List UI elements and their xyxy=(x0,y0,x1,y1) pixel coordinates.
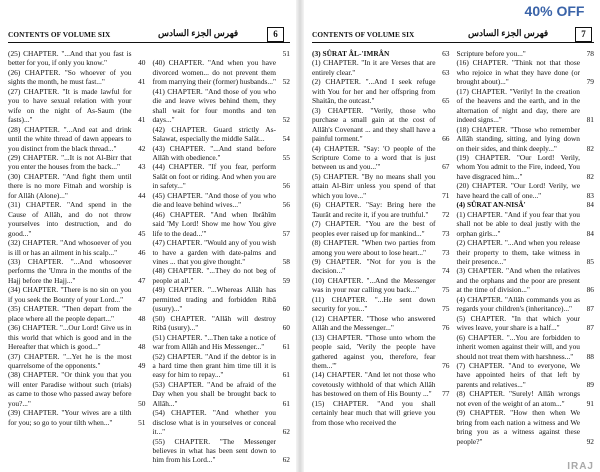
toc-entry xyxy=(457,153,595,181)
toc-entry-page: 84 xyxy=(586,228,594,238)
toc-entry-text: (18) CHAPTER. "Those who remember Allâh standing, sitting, and lying down on their sides, and think deeply..." xyxy=(456,124,580,153)
toc-entry-text: (4) CHAPTER. "Allâh commands you as regards your children's (inheritance)..." xyxy=(456,294,580,314)
toc-entry xyxy=(457,49,595,58)
toc-entry-text: (36) CHAPTER. "...Our Lord! Give us in this world that which is good and in the Hereafter that which is good..." xyxy=(8,323,132,352)
toc-entry-text: (47) CHAPTER. "Would any of you wish to have a garden with date-palms and vines ... that you give thought." xyxy=(152,238,276,266)
toc-entry-page: 48 xyxy=(138,313,146,323)
toc-entry-page: 46 xyxy=(138,247,146,257)
toc-entry-page: 48 xyxy=(138,342,146,352)
toc-entry-text: (16) CHAPTER. "Think not that those who rejoice in what they have done (or brought about)..." xyxy=(456,58,580,87)
toc-entry-page: 41 xyxy=(138,77,146,87)
toc-entry-page: 63 xyxy=(442,49,450,58)
toc-entry xyxy=(153,210,291,238)
left-header-arabic: فهرس الجزء السادس xyxy=(158,28,239,38)
toc-entry xyxy=(8,285,146,304)
toc-entry xyxy=(457,87,595,125)
toc-entry xyxy=(153,87,291,125)
toc-entry xyxy=(457,266,595,294)
toc-entry-text: (45) CHAPTER. "And those of you who die and leave behind wives..." xyxy=(152,190,276,210)
toc-entry-page: 81 xyxy=(586,115,594,125)
toc-entry-page: 74 xyxy=(442,266,450,276)
toc-entry xyxy=(153,162,291,190)
right-page-col-2 xyxy=(453,49,595,472)
toc-entry-page: 73 xyxy=(442,228,450,238)
toc-entry xyxy=(312,295,450,314)
toc-entry xyxy=(457,314,595,333)
toc-entry-page: 79 xyxy=(586,77,594,87)
toc-entry-text: (31) CHAPTER. "And spend in the Cause of Allâh, and do not throw yourselves into destruction, and do good..." xyxy=(8,200,132,238)
toc-entry-page: 82 xyxy=(586,143,594,153)
toc-entry-page: 88 xyxy=(586,351,594,361)
toc-entry-text: (5) CHAPTER. "In that which your wives leave, your share is a half..." xyxy=(456,313,580,333)
toc-entry xyxy=(8,238,146,257)
toc-entry-text: (3) CHAPTER. "And when the relatives and the orphans and the poor are present at the time of division..." xyxy=(456,266,580,295)
toc-entry-page: 85 xyxy=(586,256,594,266)
toc-entry-page: 60 xyxy=(282,323,290,333)
toc-entry-page: 61 xyxy=(282,342,290,352)
toc-entry xyxy=(457,408,595,446)
toc-entry-text: (6) CHAPTER. "Say: Bring here the Taurât and recite it, if you are truthful." xyxy=(312,200,436,219)
toc-entry-text: (46) CHAPTER. "And when Ibrâhîm said 'My Lord! Show me how You give life to the dead...'" xyxy=(152,209,276,238)
toc-entry-page: 76 xyxy=(442,360,450,370)
toc-entry-page: 75 xyxy=(442,285,450,295)
book-spine xyxy=(296,0,304,472)
toc-entry-page: 51 xyxy=(282,49,290,58)
toc-entry-page: 55 xyxy=(282,152,290,162)
toc-entry-page: 65 xyxy=(442,96,450,106)
toc-entry-page: 75 xyxy=(442,304,450,314)
toc-entry xyxy=(457,361,595,389)
toc-entry xyxy=(153,49,291,58)
toc-entry-text: (8) CHAPTER. "When two parties from among you were about to lose heart..." xyxy=(312,238,436,257)
toc-entry xyxy=(312,238,450,257)
toc-entry xyxy=(457,58,595,86)
toc-entry-text: (51) CHAPTER. "...Then take a notice of war from Allâh and His Messenger..." xyxy=(152,332,276,352)
toc-entry xyxy=(153,333,291,352)
toc-entry xyxy=(312,257,450,276)
toc-entry-text: (3) CHAPTER. "Verily, those who purchase a small gain at the cost of Allâh's Covenant ... and they shall have a painful torment." xyxy=(312,105,436,144)
toc-entry xyxy=(8,200,146,238)
toc-entry xyxy=(153,408,291,436)
toc-entry-page: 92 xyxy=(586,436,594,446)
toc-entry-text: (5) CHAPTER. "By no means shall you attain Al-Birr unless you spend of that which you love..." xyxy=(312,171,436,200)
toc-section-heading xyxy=(312,49,450,58)
toc-entry xyxy=(457,295,595,314)
toc-entry-page: 50 xyxy=(138,398,146,408)
toc-entry-page: 84 xyxy=(586,200,594,210)
toc-entry-page: 58 xyxy=(282,256,290,266)
toc-entry-text: (7) CHAPTER. "You are the best of peoples ever raised up for mankind..." xyxy=(312,219,436,238)
toc-entry-text: (2) CHAPTER. "...And I seek refuge with You for her and her offspring from Shaitân, the outcast." xyxy=(312,77,436,106)
toc-entry xyxy=(457,181,595,200)
toc-entry xyxy=(153,266,291,285)
toc-entry xyxy=(312,314,450,333)
toc-entry xyxy=(153,58,291,86)
toc-entry-page: 87 xyxy=(586,304,594,314)
left-header-title: CONTENTS OF VOLUME SIX xyxy=(8,30,111,39)
toc-entry-page: 52 xyxy=(282,115,290,125)
toc-entry xyxy=(312,144,450,172)
toc-entry xyxy=(8,172,146,200)
toc-entry-page: 47 xyxy=(138,294,146,304)
toc-entry xyxy=(8,257,146,285)
toc-entry-page: 86 xyxy=(586,285,594,295)
toc-entry-text: (7) CHAPTER. "And to everyone, We have appointed heirs of that left by parents and relatives..." xyxy=(456,360,580,389)
left-page-columns xyxy=(8,49,290,472)
toc-entry-text: (9) CHAPTER. "How then when We bring from each nation a witness and We bring you as a witness against these people?" xyxy=(456,408,580,446)
toc-entry-page: 83 xyxy=(586,190,594,200)
toc-entry-text: (35) CHAPTER. "Then depart from the place where all the people depart..." xyxy=(8,304,132,323)
toc-entry xyxy=(457,125,595,153)
toc-entry-page: 89 xyxy=(586,379,594,389)
toc-entry-page: 66 xyxy=(442,134,450,144)
toc-entry-text: (2) CHAPTER. "...And when you release their property to them, take witness in their presence..." xyxy=(456,238,580,266)
toc-entry xyxy=(312,200,450,219)
toc-entry-page: 73 xyxy=(442,247,450,257)
toc-entry-page: 44 xyxy=(138,190,146,200)
toc-entry-text: (26) CHAPTER. "So whoever of you sights the month, he must fast..." xyxy=(8,67,132,87)
toc-entry xyxy=(8,408,146,427)
toc-entry-page: 60 xyxy=(282,304,290,314)
toc-entry-page: 62 xyxy=(282,427,290,437)
toc-entry-page: 61 xyxy=(282,398,290,408)
toc-entry xyxy=(153,191,291,210)
toc-entry xyxy=(8,352,146,371)
toc-entry-text: (4) SÛRAT AN-NISÂ' xyxy=(456,200,526,210)
toc-entry xyxy=(8,304,146,323)
toc-section-heading xyxy=(457,200,595,209)
toc-entry-text: (55) CHAPTER. "The Messenger believes in what has been sent down to him from his Lord..." xyxy=(152,436,276,465)
toc-entry-text: (39) CHAPTER. "Your wives are a tilth for you; so go to your tilth when..." xyxy=(8,408,132,427)
toc-entry-page: 40 xyxy=(138,58,146,68)
toc-entry-page: 57 xyxy=(282,228,290,238)
toc-entry-text: (28) CHAPTER. "...And eat and drink until the white thread of dawn appears to you distinct from the black thread..." xyxy=(8,124,132,153)
watermark-text: IRAJ xyxy=(567,461,594,472)
toc-entry xyxy=(8,49,146,68)
right-page-columns xyxy=(312,49,594,472)
toc-entry-page: 42 xyxy=(138,143,146,153)
toc-entry-text: (29) CHAPTER. "...It is not Al-Birr that you enter the houses from the back..." xyxy=(8,152,132,172)
toc-entry-text: (25) CHAPTER. "...And that you fast is better for you, if only you know." xyxy=(8,49,132,68)
toc-entry-page: 72 xyxy=(442,209,450,219)
toc-entry xyxy=(153,352,291,380)
toc-entry-text: (32) CHAPTER. "And whosoever of you is ill or has an ailment in his scalp..." xyxy=(8,238,132,257)
toc-entry-text: (41) CHAPTER. "And those of you who die and leave wives behind them, they shall wait for four months and ten days..." xyxy=(152,86,276,125)
toc-entry-text: (49) CHAPTER. "...Whereas Allâh has permitted trading and forbidden Ribâ (usury)..." xyxy=(152,285,276,314)
right-header-arabic: فهرس الجزء السادس xyxy=(468,28,549,38)
toc-entry-page: 54 xyxy=(282,134,290,144)
toc-entry-page: 82 xyxy=(586,171,594,181)
right-page-col-1 xyxy=(312,49,453,472)
toc-entry xyxy=(8,153,146,172)
toc-entry-page: 77 xyxy=(442,389,450,399)
toc-entry-page: 43 xyxy=(138,162,146,172)
toc-entry xyxy=(312,77,450,105)
toc-entry-text: (4) CHAPTER. "Say: 'O people of the Scripture Come to a word that is just between us and you...'" xyxy=(312,143,436,172)
toc-entry-text: (11) CHAPTER. "...He sent down security for you..." xyxy=(312,294,436,314)
toc-entry-text: (3) SÛRAT ÂL-'IMRÂN xyxy=(312,49,390,58)
toc-entry xyxy=(8,68,146,87)
toc-entry-text: (54) CHAPTER. "And whether you disclose what is in yourselves or conceal it..." xyxy=(152,408,276,437)
left-header-rule xyxy=(8,42,290,43)
toc-entry-page: 56 xyxy=(282,181,290,191)
toc-entry-page: 45 xyxy=(138,228,146,238)
left-page-header xyxy=(8,27,290,43)
toc-entry-text: (40) CHAPTER. "And when you have divorced women... do not prevent them from marrying their (former) husbands..." xyxy=(152,58,276,87)
toc-entry-text: (15) CHAPTER. "And you shall certainly hear much that will grieve you from those who received the xyxy=(312,398,436,427)
toc-entry xyxy=(312,58,450,77)
toc-entry xyxy=(312,276,450,295)
right-header-title: CONTENTS OF VOLUME SIX xyxy=(312,30,415,39)
toc-entry-text: (42) CHAPTER. Guard strictly As-Salawat, especially the middle Salât... xyxy=(152,124,276,144)
toc-entry xyxy=(457,333,595,361)
toc-entry xyxy=(153,144,291,163)
toc-entry-page: 71 xyxy=(442,190,450,200)
toc-entry xyxy=(312,219,450,238)
toc-entry-text: (44) CHAPTER. "If you fear, perform Salât on foot or riding. And when you are in safety..." xyxy=(152,162,276,191)
toc-entry xyxy=(153,125,291,144)
toc-entry xyxy=(312,333,450,371)
toc-entry-text: (27) CHAPTER. "It is made lawful for you to have sexual relation with your wife on the night of As-Saum (the fasts)..." xyxy=(8,86,132,125)
toc-entry-text: (17) CHAPTER. "Verily! In the creation of the heavens and the earth, and in the alternation of night and day, there are indeed signs..." xyxy=(456,86,580,125)
toc-entry-page: 76 xyxy=(442,323,450,333)
left-page-col-1 xyxy=(8,49,149,472)
toc-entry xyxy=(8,323,146,351)
toc-entry-text: (13) CHAPTER. "Those unto whom the people said, 'Verily the people have gathered against you, therefore, fear them...'" xyxy=(312,332,436,370)
toc-entry-page: 63 xyxy=(442,67,450,77)
toc-entry xyxy=(457,210,595,238)
toc-entry xyxy=(153,238,291,266)
toc-entry-text: (33) CHAPTER. "...And whosoever performs the 'Umra in the months of the Hajj before the Hajj..." xyxy=(8,256,132,285)
toc-entry-page: 67 xyxy=(442,162,450,172)
toc-entry-text: (6) CHAPTER. "...You are forbidden to inherit women against their will, and you should not treat them with harshness..." xyxy=(456,332,580,361)
toc-entry-text: (50) CHAPTER. "Allâh will destroy Ribâ (usury)..." xyxy=(152,313,276,333)
toc-entry-text: (43) CHAPTER. "...And stand before Allâh with obedience." xyxy=(152,143,276,162)
toc-entry-text: (20) CHAPTER. "Our Lord! Verily, we have heard the call of one..." xyxy=(456,181,580,200)
toc-entry-page: 78 xyxy=(586,49,594,58)
right-header-rule xyxy=(312,42,594,43)
toc-entry-text: (30) CHAPTER. "And fight them until there is no more Fitnah and worship is for Allâh (Alone)..." xyxy=(8,171,132,200)
toc-entry xyxy=(153,285,291,313)
toc-entry xyxy=(457,238,595,266)
toc-entry-text: (8) CHAPTER. "Surely! Allâh wrongs not even of the weight of an atom..." xyxy=(456,389,580,408)
toc-entry xyxy=(153,437,291,465)
toc-entry xyxy=(312,399,450,427)
toc-entry xyxy=(457,389,595,408)
left-page-number: 6 xyxy=(267,27,284,42)
left-page-col-2 xyxy=(149,49,291,472)
toc-entry-text: (52) CHAPTER. "And if the debtor is in a hard time then grant him time till it is easy for him to repay..." xyxy=(152,351,276,380)
toc-entry xyxy=(153,380,291,408)
left-page xyxy=(0,0,296,472)
toc-entry xyxy=(312,106,450,144)
toc-entry-text: (53) CHAPTER. "And be afraid of the Day when you shall be brought back to Allâh..." xyxy=(152,379,276,408)
toc-entry xyxy=(312,370,450,398)
toc-entry-page: 41 xyxy=(138,115,146,125)
toc-entry-page: 47 xyxy=(138,275,146,285)
toc-entry xyxy=(8,370,146,408)
toc-entry-text: (38) CHAPTER. "Or think you that you will enter Paradise without such (trials) as came to those who passed away before you?..." xyxy=(8,370,132,408)
toc-entry xyxy=(8,87,146,125)
toc-entry-page: 56 xyxy=(282,200,290,210)
toc-entry-page: 62 xyxy=(282,455,290,465)
right-page xyxy=(304,0,600,472)
toc-entry-text: (37) CHAPTER. "...Yet he is the most quarrelsome of the opponents." xyxy=(8,351,132,370)
toc-entry-text: (48) CHAPTER. "...They do not beg of people at all." xyxy=(152,266,276,285)
toc-entry-page: 59 xyxy=(282,275,290,285)
toc-entry-text: Scripture before you..." xyxy=(456,49,526,58)
toc-entry-page: 49 xyxy=(138,360,146,370)
toc-entry-page: 61 xyxy=(282,370,290,380)
toc-entry-page: 87 xyxy=(586,323,594,333)
toc-entry-text: (1) CHAPTER. "And if you fear that you shall not be able to deal justly with the orphan girls..." xyxy=(456,209,580,238)
toc-entry-text: (12) CHAPTER. "Those who answered Allâh and the Messenger..." xyxy=(312,313,436,333)
toc-entry-text: (14) CHAPTER. "And let not those who covetously withhold of that which Allâh has bestowed on them of His Bounty ..." xyxy=(312,370,436,399)
toc-entry xyxy=(312,172,450,200)
toc-entry xyxy=(153,314,291,333)
toc-entry-page: 51 xyxy=(138,417,146,427)
right-page-header xyxy=(312,27,594,43)
right-page-number: 7 xyxy=(575,27,592,42)
toc-entry-text: (10) CHAPTER. "...And the Messenger was in your rear calling you back..." xyxy=(312,275,436,295)
toc-entry xyxy=(8,125,146,153)
discount-badge[interactable]: 40% OFF xyxy=(509,0,600,22)
toc-entry-text: (9) CHAPTER. "Not for you is the decision..." xyxy=(312,256,436,276)
toc-entry-text: (19) CHAPTER. "Our Lord! Verily, whom You admit to the Fire, indeed, You have disgraced him..." xyxy=(456,152,580,181)
toc-entry-page: 91 xyxy=(586,398,594,408)
toc-entry-text: (34) CHAPTER. "There is no sin on you if you seek the Bounty of your Lord..." xyxy=(8,285,132,304)
toc-entry-text: (1) CHAPTER. "In it are Verses that are entirely clear." xyxy=(312,58,436,77)
toc-entry-page: 52 xyxy=(282,77,290,87)
